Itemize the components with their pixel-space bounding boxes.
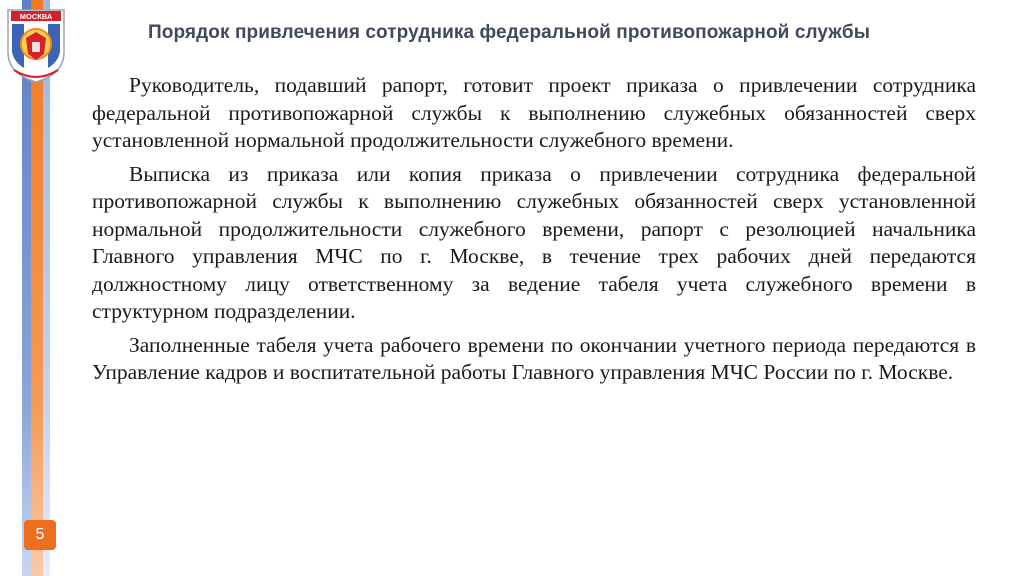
paragraph-2: Выписка из приказа или копия приказа о привлечении сотрудника федеральной противопожарной службы к выполнению служебных обязанностей сверх установленной нормальной продолжительности служебного времени, рапорт с резолюцией начальника Главного управления МЧС по г. Москве, в течение трех рабочих дней передаются должностному лицу ответственному за ведение табеля учета служебного времени в структурном подразделении. xyxy=(92,161,976,323)
paragraph-1: Руководитель, подавший рапорт, готовит проект приказа о привлечении сотрудника федеральной противопожарной службы к выполнению служебных обязанностей сверх установленной нормальной продолжительности служебного времени. xyxy=(92,73,976,152)
mchs-moscow-emblem-icon xyxy=(4,4,68,84)
paragraph-3: Заполненные табеля учета рабочего времени по окончании учетного периода передаются в Управление кадров и воспитательной работы Главного управления МЧС России по г. Москве. xyxy=(92,332,976,384)
page-title: Порядок привлечения сотрудника федеральной противопожарной службы xyxy=(148,22,871,43)
decorative-stripes xyxy=(0,0,58,576)
emblem-label: МОСКВА xyxy=(19,12,53,21)
document-body xyxy=(92,72,976,393)
page-number-badge: 5 xyxy=(24,520,56,550)
orange-stripe xyxy=(31,0,43,576)
blue-stripe xyxy=(22,0,31,576)
light-blue-stripe xyxy=(43,0,50,576)
